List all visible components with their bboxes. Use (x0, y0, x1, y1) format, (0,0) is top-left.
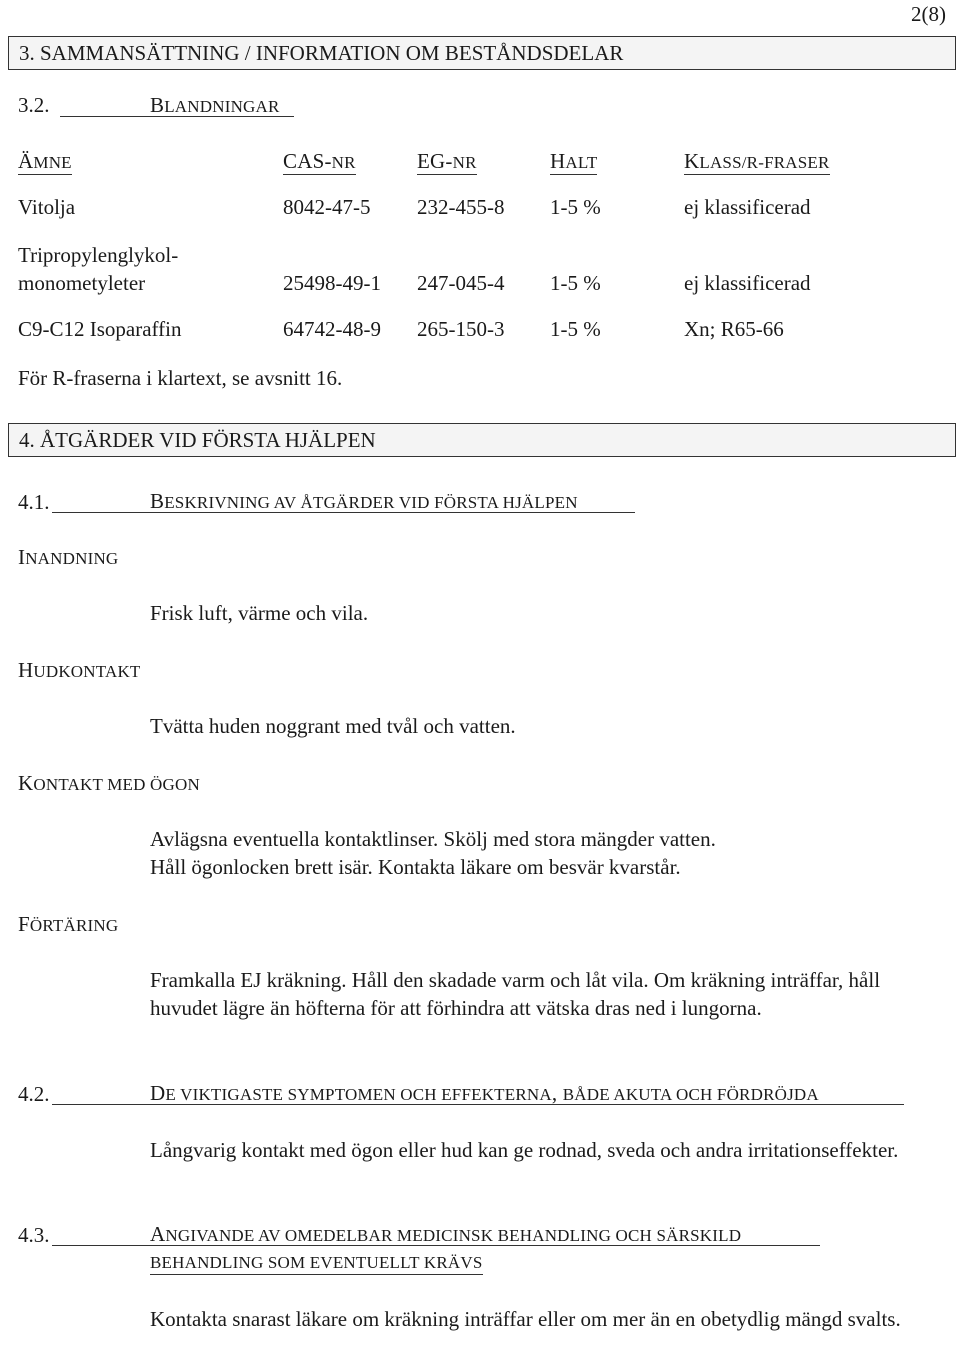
subsection-4-3-text: Kontakta snarast läkare om kräkning inträffar eller om mer än en obetydlig mängd svalts. (150, 1307, 901, 1331)
subsection-4-3-title-line2: BEHANDLING SOM EVENTUELLT KRÄVS (150, 1252, 483, 1275)
header-cas: CAS-NR (283, 149, 356, 173)
header-halt: HALT (550, 149, 598, 173)
row-1-eg: 232-455-8 (417, 195, 505, 219)
row-3-halt: 1-5 % (550, 317, 601, 341)
row-1-halt: 1-5 % (550, 195, 601, 219)
section-4-title: 4. ÅTGÄRDER VID FÖRSTA HJÄLPEN (19, 428, 376, 452)
row-1-name: Vitolja (18, 195, 76, 219)
inandning-label: INANDNING (18, 545, 119, 569)
section-3-title: 3. SAMMANSÄTTNING / INFORMATION OM BESTÅNDSDELAR (19, 41, 624, 65)
subsection-title: BLANDNINGAR (150, 93, 280, 117)
header-amne: ÄMNE (18, 149, 72, 173)
section-4-header (8, 423, 956, 457)
row-3-cas: 64742-48-9 (283, 317, 381, 341)
row-3-name: C9-C12 Isoparaffin (18, 317, 182, 341)
subsection-4-3-title-line1: ANGIVANDE AV OMEDELBAR MEDICINSK BEHANDLING OCH SÄRSKILD (150, 1222, 742, 1246)
section-3-header (8, 36, 956, 70)
header-eg: EG-NR (417, 149, 477, 173)
page-number: 2(8) (911, 2, 946, 26)
header-klass: KLASS/R-FRASER (684, 149, 830, 173)
subsection-4-1-number: 4.1. (18, 490, 50, 514)
row-2-name: monometyleter (18, 271, 146, 295)
subsection-4-2-title: DE VIKTIGASTE SYMPTOMEN OCH EFFEKTERNA, BÅDE AKUTA OCH FÖRDRÖJDA (150, 1081, 819, 1105)
row-2-klass: ej klassificerad (684, 271, 811, 295)
ogon-text-line2: Håll ögonlocken brett isär. Kontakta läkare om besvär kvarstår. (150, 855, 681, 879)
subsection-4-1-title: BESKRIVNING AV ÅTGÄRDER VID FÖRSTA HJÄLPEN (150, 489, 578, 513)
row-1-klass: ej klassificerad (684, 195, 811, 219)
fortaring-text: Framkalla EJ kräkning. Håll den skadade varm och låt vila. Om kräkning inträffar, håll huvudet lägre än höfterna för att förhindra att vätska dras ned i lungorna. (150, 968, 881, 1020)
row-2-halt: 1-5 % (550, 271, 601, 295)
ogon-label: KONTAKT MED ÖGON (18, 771, 200, 795)
inandning-text: Frisk luft, värme och vila. (150, 601, 369, 625)
r-phrase-note: För R-fraserna i klartext, se avsnitt 16. (18, 366, 343, 390)
ogon-text-line1: Avlägsna eventuella kontaktlinser. Skölj med stora mängder vatten. (150, 827, 716, 851)
subsection-number: 3.2. (18, 93, 50, 117)
subsection-4-2-number: 4.2. (18, 1082, 50, 1106)
subsection-4-3-number: 4.3. (18, 1223, 50, 1247)
subsection-4-2-text: Långvarig kontakt med ögon eller hud kan ge rodnad, sveda och andra irritationseffekter. (150, 1138, 899, 1162)
row-2-eg: 247-045-4 (417, 271, 505, 295)
row-3-klass: Xn; R65-66 (684, 317, 784, 341)
hudkontakt-text: Tvätta huden noggrant med tvål och vatten. (150, 714, 516, 738)
row-3-eg: 265-150-3 (417, 317, 505, 341)
row-2-name-line1: Tripropylenglykol- (18, 243, 179, 267)
hudkontakt-label: HUDKONTAKT (18, 658, 141, 682)
fortaring-label: FÖRTÄRING (18, 912, 119, 936)
row-1-cas: 8042-47-5 (283, 195, 371, 219)
row-2-cas: 25498-49-1 (283, 271, 381, 295)
